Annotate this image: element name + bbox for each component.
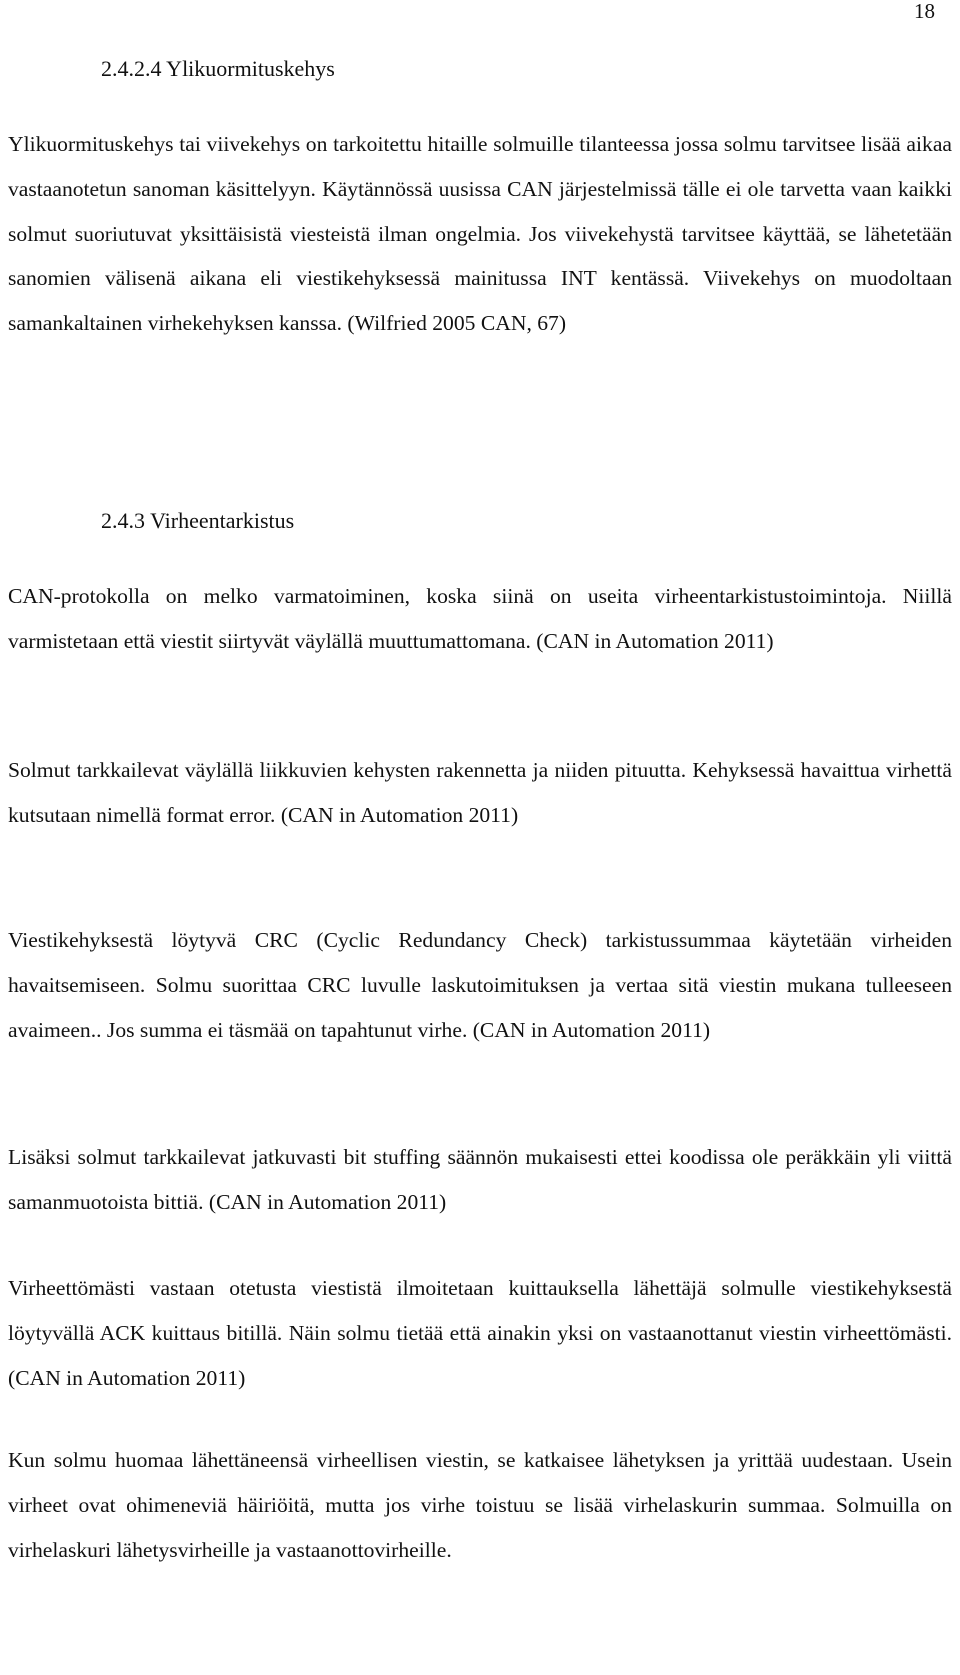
paragraph-format-error: Solmut tarkkailevat väylällä liikkuvien kehysten rakennetta ja niiden pituutta. Kehyksessä havaittua virhettä kutsutaan nimellä format error. (CAN in Automation 2011) bbox=[8, 758, 952, 827]
paragraph-can-reliability: CAN-protokolla on melko varmatoiminen, koska siinä on useita virheentarkistustoimintoja. Niillä varmistetaan että viestit siirtyvät väylällä muuttumattomana. (CAN in Automation 2011) bbox=[8, 584, 952, 653]
paragraph-crc-check: Viestikehyksestä löytyvä CRC (Cyclic Redundancy Check) tarkistussummaa käytetään virheiden havaitsemiseen. Solmu suorittaa CRC luvulle laskutoimituksen ja vertaa sitä viestin mukana tulleeseen avaimeen.. Jos summa ei täsmää on tapahtunut virhe. (CAN in Automation 2011) bbox=[8, 928, 952, 1042]
paragraph-bit-stuffing: Lisäksi solmut tarkkailevat jatkuvasti bit stuffing säännön mukaisesti ettei koodissa ole peräkkäin yli viittä samanmuotoista bittiä. (CAN in Automation 2011) bbox=[8, 1145, 952, 1214]
paragraph-error-counter: Kun solmu huomaa lähettäneensä virheellisen viestin, se katkaisee lähetyksen ja yrittää uudestaan. Usein virheet ovat ohimeneviä häiriöitä, mutta jos virhe toistuu se lisää virhelaskurin summaa. Solmuilla on virhelaskuri lähetysvirheille ja vastaanottovirheille. bbox=[8, 1448, 952, 1562]
paragraph-overload-frame: Ylikuormituskehys tai viivekehys on tarkoitettu hitaille solmuille tilanteessa jossa solmu tarvitsee lisää aikaa vastaanotetun sanoman käsittelyyn. Käytännössä uusissa CAN järjestelmissä tälle ei ole tarvetta vaan kaikki solmut suoriutuvat yksittäisistä viesteistä ilman ongelmia. Jos viivekehystä tarvitsee käyttää, se lähetetään sanomien välisenä aikana eli viestikehyksessä mainitussa INT kentässä. Viivekehys on muodoltaan samankaltainen virhekehyksen kanssa. (Wilfried 2005 CAN, 67) bbox=[8, 132, 952, 336]
section-heading-overload-frame: 2.4.2.4 Ylikuormituskehys bbox=[101, 56, 335, 81]
paragraph-ack-bit: Virheettömästi vastaan otetusta viestistä ilmoitetaan kuittauksella lähettäjä solmulle viestikehyksestä löytyvällä ACK kuittaus bitillä. Näin solmu tietää että ainakin yksi on vastaanottanut viestin virheettömästi. (CAN in Automation 2011) bbox=[8, 1276, 952, 1390]
section-heading-error-checking: 2.4.3 Virheentarkistus bbox=[101, 508, 295, 533]
page-number: 18 bbox=[914, 0, 935, 23]
